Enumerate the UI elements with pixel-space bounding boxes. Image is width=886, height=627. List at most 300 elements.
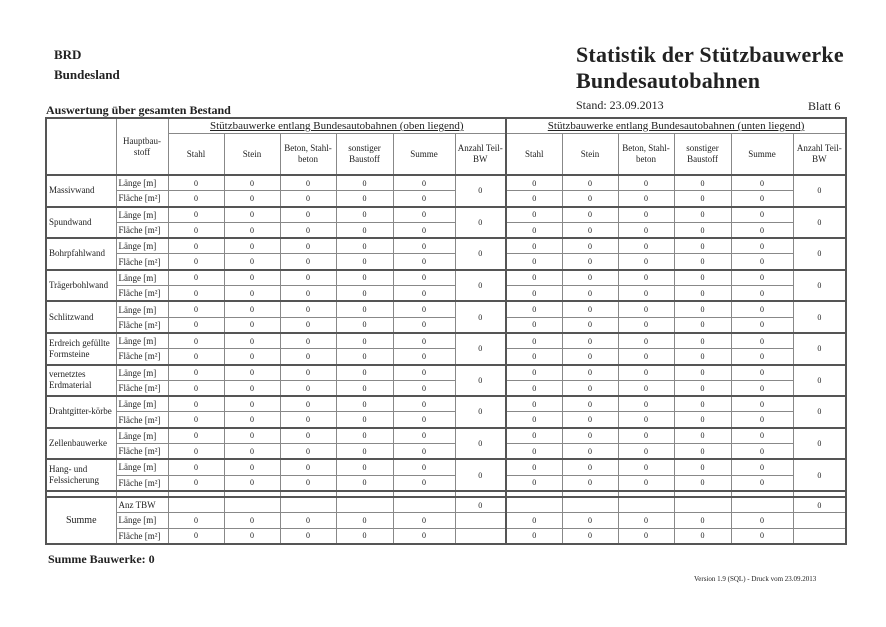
count-cell: 0 <box>793 238 846 270</box>
value-cell: 0 <box>674 333 731 349</box>
value-cell: 0 <box>674 444 731 460</box>
value-cell: 0 <box>280 365 336 381</box>
column-header: Stahl <box>168 134 224 176</box>
value-cell: 0 <box>562 349 618 365</box>
value-cell: 0 <box>168 317 224 333</box>
value-cell: 0 <box>562 317 618 333</box>
column-header: Beton, Stahl-beton <box>280 134 336 176</box>
unit-length: Länge [m] <box>116 428 168 444</box>
value-cell: 0 <box>618 349 674 365</box>
value-cell: 0 <box>393 286 455 302</box>
value-cell: 0 <box>506 301 562 317</box>
value-cell: 0 <box>224 365 280 381</box>
value-cell: 0 <box>731 270 793 286</box>
value-cell: 0 <box>280 175 336 191</box>
value-cell: 0 <box>506 396 562 412</box>
value-cell: 0 <box>674 349 731 365</box>
count-cell: 0 <box>455 333 506 365</box>
empty-cell <box>793 528 846 544</box>
value-cell: 0 <box>674 475 731 491</box>
column-header: sonstiger Baustoff <box>674 134 731 176</box>
value-cell: 0 <box>224 270 280 286</box>
value-cell: 0 <box>674 365 731 381</box>
unit-area: Fläche [m²] <box>116 528 168 544</box>
value-cell: 0 <box>168 349 224 365</box>
value-cell: 0 <box>506 380 562 396</box>
value-cell: 0 <box>224 412 280 428</box>
value-cell: 0 <box>393 254 455 270</box>
organization-line-2: Bundesland <box>54 67 120 82</box>
value-cell: 0 <box>168 207 224 223</box>
unit-area: Fläche [m²] <box>116 286 168 302</box>
value-cell: 0 <box>280 380 336 396</box>
unit-area: Fläche [m²] <box>116 317 168 333</box>
value-cell: 0 <box>562 365 618 381</box>
value-cell: 0 <box>618 459 674 475</box>
value-cell: 0 <box>393 333 455 349</box>
value-cell: 0 <box>280 475 336 491</box>
value-cell: 0 <box>731 238 793 254</box>
value-cell: 0 <box>224 191 280 207</box>
value-cell: 0 <box>393 175 455 191</box>
empty-cell <box>455 528 506 544</box>
organization-line-1: BRD <box>54 47 82 62</box>
empty-cell <box>674 497 731 513</box>
value-cell: 0 <box>224 333 280 349</box>
count-cell: 0 <box>455 175 506 207</box>
report-date: Stand: 23.09.2013 <box>576 98 664 112</box>
value-cell: 0 <box>618 333 674 349</box>
count-cell: 0 <box>455 365 506 397</box>
value-cell: 0 <box>393 513 455 528</box>
group-header-bottom: Stützbauwerke entlang Bundesautobahnen (unten liegend) <box>506 118 846 134</box>
value-cell: 0 <box>618 396 674 412</box>
value-cell: 0 <box>562 270 618 286</box>
count-cell: 0 <box>793 207 846 239</box>
value-cell: 0 <box>168 412 224 428</box>
value-cell: 0 <box>336 428 393 444</box>
value-cell: 0 <box>674 513 731 528</box>
count-cell: 0 <box>455 396 506 428</box>
value-cell: 0 <box>336 175 393 191</box>
value-cell: 0 <box>618 301 674 317</box>
value-cell: 0 <box>168 222 224 238</box>
value-cell: 0 <box>562 459 618 475</box>
value-cell: 0 <box>674 270 731 286</box>
value-cell: 0 <box>506 317 562 333</box>
value-cell: 0 <box>562 238 618 254</box>
count-cell: 0 <box>793 459 846 491</box>
row-label: Schlitzwand <box>46 301 116 333</box>
value-cell: 0 <box>618 175 674 191</box>
corner-cell <box>46 118 116 175</box>
report-subtitle: Auswertung über gesamten Bestand <box>46 103 231 117</box>
table-row <box>46 270 846 286</box>
value-cell: 0 <box>506 191 562 207</box>
column-header: Stein <box>224 134 280 176</box>
unit-length: Länge [m] <box>116 365 168 381</box>
sheet-number: Blatt 6 <box>808 99 841 113</box>
value-cell: 0 <box>336 412 393 428</box>
unit-area: Fläche [m²] <box>116 380 168 396</box>
value-cell: 0 <box>731 317 793 333</box>
value-cell: 0 <box>674 286 731 302</box>
hauptbaustoff-header: Hauptbau-stoff <box>116 118 168 175</box>
value-cell: 0 <box>731 222 793 238</box>
value-cell: 0 <box>506 444 562 460</box>
value-cell: 0 <box>618 428 674 444</box>
table-row <box>46 380 846 396</box>
value-cell: 0 <box>280 528 336 544</box>
summary-row <box>46 528 846 544</box>
value-cell: 0 <box>280 444 336 460</box>
column-header: sonstiger Baustoff <box>336 134 393 176</box>
value-cell: 0 <box>562 396 618 412</box>
value-cell: 0 <box>506 513 562 528</box>
value-cell: 0 <box>731 396 793 412</box>
value-cell: 0 <box>224 459 280 475</box>
value-cell: 0 <box>336 513 393 528</box>
value-cell: 0 <box>506 238 562 254</box>
unit-area: Fläche [m²] <box>116 349 168 365</box>
row-label: Zellenbauwerke <box>46 428 116 460</box>
version-note: Version 1.9 (SQL) - Druck vom 23.09.2013 <box>694 575 817 583</box>
table-row <box>46 459 846 475</box>
value-cell: 0 <box>562 428 618 444</box>
value-cell: 0 <box>731 444 793 460</box>
value-cell: 0 <box>224 207 280 223</box>
unit-count: Anz TBW <box>116 497 168 513</box>
value-cell: 0 <box>393 238 455 254</box>
value-cell: 0 <box>731 412 793 428</box>
empty-cell <box>455 513 506 528</box>
unit-area: Fläche [m²] <box>116 222 168 238</box>
value-cell: 0 <box>393 396 455 412</box>
table-row <box>46 238 846 254</box>
value-cell: 0 <box>562 191 618 207</box>
statistics-table <box>45 117 847 545</box>
table-row <box>46 191 846 207</box>
value-cell: 0 <box>618 254 674 270</box>
count-cell: 0 <box>455 459 506 491</box>
summary-row <box>46 497 846 513</box>
table-row <box>46 349 846 365</box>
value-cell: 0 <box>336 528 393 544</box>
value-cell: 0 <box>506 254 562 270</box>
count-cell: 0 <box>455 270 506 302</box>
count-cell: 0 <box>793 365 846 397</box>
table-row <box>46 365 846 381</box>
value-cell: 0 <box>224 286 280 302</box>
value-cell: 0 <box>731 475 793 491</box>
value-cell: 0 <box>393 349 455 365</box>
value-cell: 0 <box>168 428 224 444</box>
table-row <box>46 333 846 349</box>
column-header: Summe <box>731 134 793 176</box>
count-cell: 0 <box>455 238 506 270</box>
value-cell: 0 <box>224 301 280 317</box>
value-cell: 0 <box>393 444 455 460</box>
value-cell: 0 <box>280 333 336 349</box>
value-cell: 0 <box>224 528 280 544</box>
table-row <box>46 301 846 317</box>
empty-cell <box>506 497 562 513</box>
table-row <box>46 286 846 302</box>
value-cell: 0 <box>280 459 336 475</box>
value-cell: 0 <box>224 175 280 191</box>
value-cell: 0 <box>280 349 336 365</box>
value-cell: 0 <box>618 286 674 302</box>
value-cell: 0 <box>731 528 793 544</box>
value-cell: 0 <box>618 380 674 396</box>
value-cell: 0 <box>506 175 562 191</box>
value-cell: 0 <box>336 238 393 254</box>
table-row <box>46 175 846 191</box>
value-cell: 0 <box>336 444 393 460</box>
value-cell: 0 <box>280 301 336 317</box>
value-cell: 0 <box>280 191 336 207</box>
value-cell: 0 <box>280 222 336 238</box>
value-cell: 0 <box>618 513 674 528</box>
value-cell: 0 <box>393 475 455 491</box>
value-cell: 0 <box>731 175 793 191</box>
value-cell: 0 <box>168 301 224 317</box>
unit-area: Fläche [m²] <box>116 191 168 207</box>
value-cell: 0 <box>562 380 618 396</box>
value-cell: 0 <box>731 191 793 207</box>
value-cell: 0 <box>224 428 280 444</box>
value-cell: 0 <box>336 254 393 270</box>
value-cell: 0 <box>336 459 393 475</box>
value-cell: 0 <box>393 528 455 544</box>
value-cell: 0 <box>506 207 562 223</box>
empty-cell <box>562 497 618 513</box>
value-cell: 0 <box>618 412 674 428</box>
value-cell: 0 <box>336 333 393 349</box>
value-cell: 0 <box>280 207 336 223</box>
value-cell: 0 <box>224 513 280 528</box>
value-cell: 0 <box>393 207 455 223</box>
row-label: vernetztes Erdmaterial <box>46 365 116 397</box>
value-cell: 0 <box>674 396 731 412</box>
count-cell: 0 <box>793 428 846 460</box>
value-cell: 0 <box>336 222 393 238</box>
value-cell: 0 <box>280 270 336 286</box>
empty-cell <box>731 497 793 513</box>
count-cell: 0 <box>455 207 506 239</box>
value-cell: 0 <box>393 428 455 444</box>
value-cell: 0 <box>506 349 562 365</box>
value-cell: 0 <box>336 475 393 491</box>
empty-cell <box>336 497 393 513</box>
unit-length: Länge [m] <box>116 238 168 254</box>
unit-length: Länge [m] <box>116 175 168 191</box>
table-row <box>46 254 846 270</box>
value-cell: 0 <box>506 333 562 349</box>
row-label: Trägerbohlwand <box>46 270 116 302</box>
table-row <box>46 317 846 333</box>
value-cell: 0 <box>168 191 224 207</box>
row-label: Hang- und Felssicherung <box>46 459 116 491</box>
table-row <box>46 428 846 444</box>
value-cell: 0 <box>731 513 793 528</box>
empty-cell <box>280 497 336 513</box>
value-cell: 0 <box>336 301 393 317</box>
value-cell: 0 <box>562 475 618 491</box>
report-title-line-1: Statistik der Stützbauwerke <box>576 42 844 67</box>
row-label: Bohrpfahlwand <box>46 238 116 270</box>
value-cell: 0 <box>731 207 793 223</box>
column-header: Beton, Stahl-beton <box>618 134 674 176</box>
value-cell: 0 <box>168 513 224 528</box>
value-cell: 0 <box>674 254 731 270</box>
value-cell: 0 <box>168 444 224 460</box>
value-cell: 0 <box>336 207 393 223</box>
value-cell: 0 <box>168 254 224 270</box>
value-cell: 0 <box>562 222 618 238</box>
value-cell: 0 <box>224 444 280 460</box>
unit-length: Länge [m] <box>116 270 168 286</box>
value-cell: 0 <box>793 497 846 513</box>
value-cell: 0 <box>168 238 224 254</box>
value-cell: 0 <box>562 444 618 460</box>
value-cell: 0 <box>506 412 562 428</box>
value-cell: 0 <box>224 317 280 333</box>
value-cell: 0 <box>336 286 393 302</box>
table-row <box>46 396 846 412</box>
value-cell: 0 <box>618 528 674 544</box>
value-cell: 0 <box>280 412 336 428</box>
value-cell: 0 <box>731 286 793 302</box>
value-cell: 0 <box>393 191 455 207</box>
value-cell: 0 <box>224 349 280 365</box>
value-cell: 0 <box>393 317 455 333</box>
value-cell: 0 <box>674 191 731 207</box>
value-cell: 0 <box>393 365 455 381</box>
count-cell: 0 <box>793 396 846 428</box>
value-cell: 0 <box>168 475 224 491</box>
value-cell: 0 <box>674 380 731 396</box>
value-cell: 0 <box>336 380 393 396</box>
unit-length: Länge [m] <box>116 513 168 528</box>
value-cell: 0 <box>562 301 618 317</box>
empty-cell <box>618 497 674 513</box>
row-label: Erdreich gefüllte Formsteine <box>46 333 116 365</box>
value-cell: 0 <box>731 301 793 317</box>
value-cell: 0 <box>224 380 280 396</box>
unit-length: Länge [m] <box>116 301 168 317</box>
summary-row <box>46 513 846 528</box>
value-cell: 0 <box>393 222 455 238</box>
value-cell: 0 <box>224 238 280 254</box>
value-cell: 0 <box>224 254 280 270</box>
value-cell: 0 <box>168 459 224 475</box>
value-cell: 0 <box>280 513 336 528</box>
value-cell: 0 <box>562 254 618 270</box>
unit-area: Fläche [m²] <box>116 444 168 460</box>
value-cell: 0 <box>618 222 674 238</box>
count-cell: 0 <box>793 175 846 207</box>
value-cell: 0 <box>562 207 618 223</box>
value-cell: 0 <box>562 412 618 428</box>
summe-label: Summe <box>46 497 116 544</box>
row-label: Drahtgitter-körbe <box>46 396 116 428</box>
column-header: Summe <box>393 134 455 176</box>
value-cell: 0 <box>506 270 562 286</box>
value-cell: 0 <box>674 317 731 333</box>
value-cell: 0 <box>336 349 393 365</box>
value-cell: 0 <box>224 475 280 491</box>
value-cell: 0 <box>562 528 618 544</box>
column-header: Anzahl Teil-BW <box>793 134 846 176</box>
table-row <box>46 444 846 460</box>
value-cell: 0 <box>506 428 562 444</box>
table-row <box>46 475 846 491</box>
value-cell: 0 <box>731 459 793 475</box>
value-cell: 0 <box>336 317 393 333</box>
unit-length: Länge [m] <box>116 207 168 223</box>
column-header: Stein <box>562 134 618 176</box>
value-cell: 0 <box>168 396 224 412</box>
value-cell: 0 <box>674 412 731 428</box>
value-cell: 0 <box>674 222 731 238</box>
group-header-top: Stützbauwerke entlang Bundesautobahnen (oben liegend) <box>168 118 506 134</box>
table-row <box>46 412 846 428</box>
unit-area: Fläche [m²] <box>116 254 168 270</box>
empty-cell <box>793 513 846 528</box>
value-cell: 0 <box>168 175 224 191</box>
value-cell: 0 <box>224 396 280 412</box>
count-cell: 0 <box>793 333 846 365</box>
value-cell: 0 <box>618 270 674 286</box>
value-cell: 0 <box>280 286 336 302</box>
value-cell: 0 <box>618 444 674 460</box>
value-cell: 0 <box>336 270 393 286</box>
value-cell: 0 <box>618 365 674 381</box>
table-row <box>46 222 846 238</box>
empty-cell <box>224 497 280 513</box>
empty-cell <box>168 497 224 513</box>
value-cell: 0 <box>506 528 562 544</box>
value-cell: 0 <box>336 365 393 381</box>
row-label: Spundwand <box>46 207 116 239</box>
value-cell: 0 <box>336 396 393 412</box>
value-cell: 0 <box>618 191 674 207</box>
value-cell: 0 <box>280 428 336 444</box>
value-cell: 0 <box>393 459 455 475</box>
value-cell: 0 <box>674 428 731 444</box>
value-cell: 0 <box>280 396 336 412</box>
value-cell: 0 <box>280 317 336 333</box>
value-cell: 0 <box>731 333 793 349</box>
value-cell: 0 <box>168 333 224 349</box>
value-cell: 0 <box>674 301 731 317</box>
value-cell: 0 <box>393 412 455 428</box>
value-cell: 0 <box>393 380 455 396</box>
value-cell: 0 <box>336 191 393 207</box>
unit-length: Länge [m] <box>116 333 168 349</box>
column-header: Stahl <box>506 134 562 176</box>
value-cell: 0 <box>562 513 618 528</box>
value-cell: 0 <box>280 254 336 270</box>
value-cell: 0 <box>674 238 731 254</box>
value-cell: 0 <box>674 175 731 191</box>
value-cell: 0 <box>506 459 562 475</box>
unit-area: Fläche [m²] <box>116 475 168 491</box>
value-cell: 0 <box>168 365 224 381</box>
count-cell: 0 <box>793 270 846 302</box>
unit-area: Fläche [m²] <box>116 412 168 428</box>
